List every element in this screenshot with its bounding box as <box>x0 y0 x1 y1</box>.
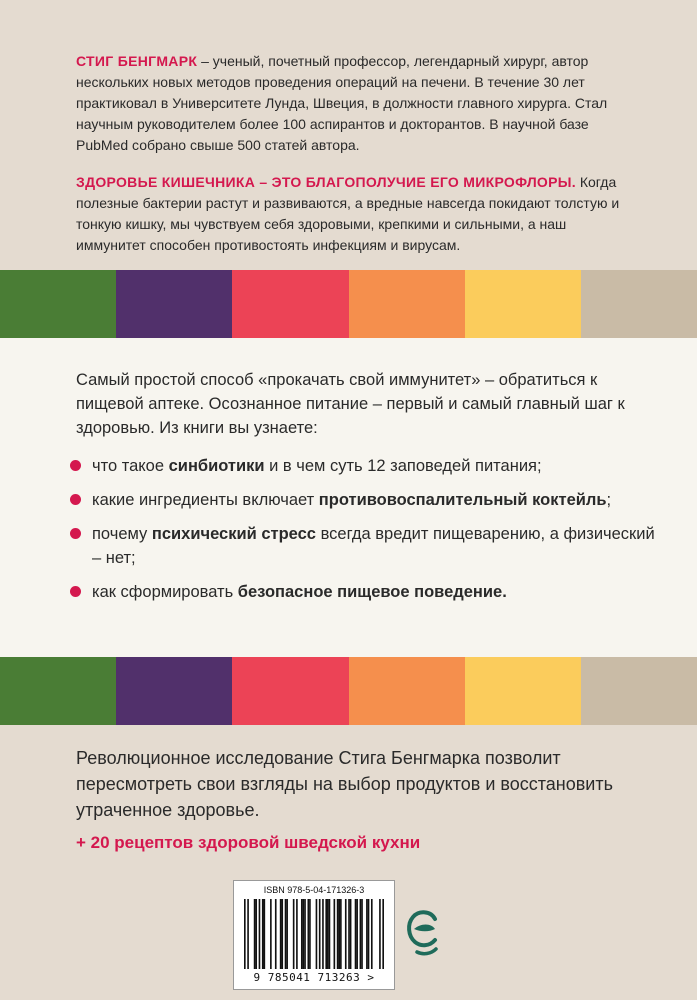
bullet-dot-icon <box>70 494 81 505</box>
summary-section <box>0 725 697 1000</box>
list-item <box>76 580 656 604</box>
bullet-text: и в чем суть 12 заповедей питания; <box>264 457 542 475</box>
summary-paragraph: Революционное исследование Стига Бенгмарка позволит пересмотреть свои взгляды на выбор продуктов и восстановить утраченное здоровье. <box>76 748 613 820</box>
author-info-section <box>0 0 697 270</box>
publisher-e-logo-icon <box>405 905 441 957</box>
intro-paragraph: Самый простой способ «прокачать свой иммунитет» – обратиться к пищевой аптеке. Осознанное питание – первый и самый главный шаг к здоровью. Из книги вы узнаете: <box>76 371 625 437</box>
stripe-beige <box>581 657 697 725</box>
bullet-text: ; <box>606 491 612 509</box>
gut-health-text: Когда полезные бактерии растут и развиваются, а вредные навсегда покидают толстую и тонкую кишку, мы чувствуем себя здоровыми, крепкими и сильными, а наш иммунитет способен противостоять инфекциям и вирусам. <box>76 174 620 253</box>
bullet-dot-icon <box>70 528 81 539</box>
gut-health-paragraph <box>76 172 636 256</box>
author-bio-text: – ученый, почетный профессор, легендарный хирург, автор нескольких новых методов проведения операций на печени. В течение 30 лет практиковал в Университете Лунда, Швеция, в должности главного хирурга. Стал научным руководителем более 100 аспирантов и докторантов. В научной базе PubMed собрано свыше 500 статей автора. <box>76 53 608 153</box>
bullet-dot-icon <box>70 460 81 471</box>
stripe-beige <box>581 270 697 338</box>
stripe-orange <box>349 270 465 338</box>
stripe-green <box>0 270 116 338</box>
isbn-text: ISBN 978-5-04-171326-3 <box>263 885 365 895</box>
bullet-bold: противовоспалительный коктейль <box>318 491 607 509</box>
bullet-dot-icon <box>70 586 81 597</box>
author-bio <box>76 51 636 156</box>
stripe-yellow <box>465 270 581 338</box>
stripe-orange <box>349 657 465 725</box>
bullet-text: почему <box>92 525 152 543</box>
bullet-bold: безопасное пищевое поведение. <box>237 583 507 601</box>
bullet-text: всегда вредит пищеварению, а физический – нет; <box>92 525 655 567</box>
bullet-bold: психический стресс <box>151 525 316 543</box>
color-stripe-top <box>0 270 697 338</box>
gut-health-heading: ЗДОРОВЬЕ КИШЕЧНИКА – ЭТО БЛАГОПОЛУЧИЕ ЕГО МИКРОФЛОРЫ. <box>76 174 576 190</box>
stripe-green <box>0 657 116 725</box>
ean-digits: 9 785041 713263 > <box>253 971 375 984</box>
list-item <box>76 454 656 478</box>
author-name: СТИГ БЕНГМАРК <box>76 53 198 69</box>
stripe-purple <box>116 270 232 338</box>
stripe-yellow <box>465 657 581 725</box>
stripe-purple <box>116 657 232 725</box>
stripe-red <box>232 270 348 338</box>
book-contents-section <box>0 338 697 657</box>
recipes-note: + 20 рецептов здоровой шведской кухни <box>76 833 421 852</box>
color-stripe-bottom <box>0 657 697 725</box>
bullet-text: как сформировать <box>92 583 238 601</box>
bullet-text: какие ингредиенты включает <box>92 491 319 509</box>
list-item <box>76 488 656 512</box>
bullet-list <box>76 454 656 614</box>
stripe-red <box>232 657 348 725</box>
barcode-icon <box>244 899 384 969</box>
bullet-text: что такое <box>92 457 169 475</box>
list-item <box>76 522 656 570</box>
barcode-label <box>233 880 395 990</box>
bullet-bold: синбиотики <box>168 457 265 475</box>
